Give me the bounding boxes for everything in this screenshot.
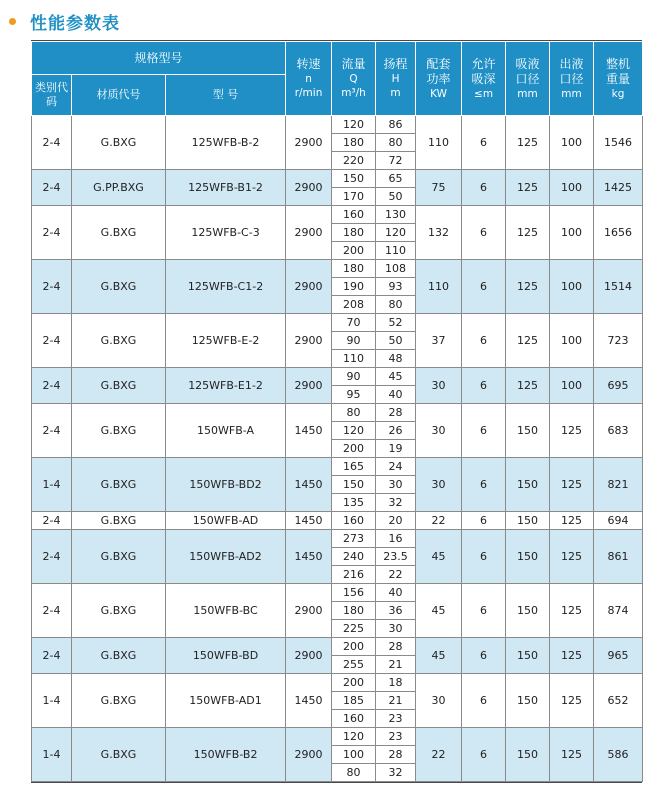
cell-category-code: 2-4	[32, 368, 72, 404]
cell-speed: 1450	[286, 530, 332, 584]
header-flow-unit: m³/h	[341, 87, 366, 99]
cell-outlet: 125	[550, 458, 594, 512]
cell-power: 45	[416, 530, 462, 584]
header-flow-symbol: Q	[349, 73, 358, 85]
table-row	[32, 674, 643, 692]
cell-suction: 6	[462, 638, 506, 674]
cell-power: 30	[416, 368, 462, 404]
cell-speed: 2900	[286, 116, 332, 170]
cell-flow: 180	[332, 602, 376, 620]
cell-flow: 70	[332, 314, 376, 332]
cell-material-code: G.BXG	[72, 314, 166, 368]
cell-category-code: 2-4	[32, 260, 72, 314]
cell-head: 50	[376, 332, 416, 350]
cell-flow: 185	[332, 692, 376, 710]
cell-material-code: G.BXG	[72, 512, 166, 530]
cell-inlet: 150	[506, 728, 550, 782]
cell-speed: 2900	[286, 260, 332, 314]
cell-category-code: 2-4	[32, 170, 72, 206]
cell-flow: 120	[332, 422, 376, 440]
cell-weight: 821	[594, 458, 643, 512]
cell-weight: 874	[594, 584, 643, 638]
cell-flow: 273	[332, 530, 376, 548]
cell-inlet: 150	[506, 674, 550, 728]
cell-outlet: 100	[550, 116, 594, 170]
cell-outlet: 125	[550, 530, 594, 584]
cell-power: 110	[416, 260, 462, 314]
cell-head: 26	[376, 422, 416, 440]
cell-material-code: G.BXG	[72, 116, 166, 170]
header-power-name: 配套	[426, 56, 451, 71]
cell-model: 125WFB-C1-2	[166, 260, 286, 314]
table-row	[32, 584, 643, 602]
cell-flow: 150	[332, 170, 376, 188]
cell-flow: 135	[332, 494, 376, 512]
cell-outlet: 100	[550, 314, 594, 368]
cell-flow: 150	[332, 476, 376, 494]
cell-flow: 80	[332, 764, 376, 782]
cell-suction: 6	[462, 170, 506, 206]
cell-inlet: 125	[506, 116, 550, 170]
cell-inlet: 125	[506, 314, 550, 368]
header-suction	[462, 42, 506, 116]
cell-material-code: G.BXG	[72, 404, 166, 458]
title-row	[9, 8, 120, 34]
cell-outlet: 100	[550, 170, 594, 206]
cell-suction: 6	[462, 368, 506, 404]
cell-category-code: 2-4	[32, 116, 72, 170]
cell-flow: 80	[332, 404, 376, 422]
cell-head: 28	[376, 746, 416, 764]
cell-inlet: 150	[506, 458, 550, 512]
cell-flow: 95	[332, 386, 376, 404]
cell-inlet: 150	[506, 638, 550, 674]
cell-category-code: 2-4	[32, 584, 72, 638]
cell-category-code: 1-4	[32, 458, 72, 512]
cell-head: 28	[376, 404, 416, 422]
cell-material-code: G.BXG	[72, 368, 166, 404]
cell-head: 120	[376, 224, 416, 242]
cell-inlet: 125	[506, 206, 550, 260]
cell-weight: 683	[594, 404, 643, 458]
cell-head: 72	[376, 152, 416, 170]
cell-flow: 216	[332, 566, 376, 584]
cell-category-code: 2-4	[32, 638, 72, 674]
header-inlet-name: 吸液	[515, 56, 540, 71]
table-row	[32, 368, 643, 386]
cell-flow: 200	[332, 638, 376, 656]
cell-inlet: 125	[506, 170, 550, 206]
cell-material-code: G.BXG	[72, 530, 166, 584]
cell-speed: 2900	[286, 584, 332, 638]
table-row	[32, 260, 643, 278]
cell-outlet: 100	[550, 206, 594, 260]
header-head-symbol: H	[391, 73, 400, 85]
cell-head: 80	[376, 134, 416, 152]
cell-flow: 190	[332, 278, 376, 296]
cell-suction: 6	[462, 728, 506, 782]
cell-inlet: 125	[506, 368, 550, 404]
cell-speed: 1450	[286, 512, 332, 530]
cell-weight: 695	[594, 368, 643, 404]
cell-model: 150WFB-AD2	[166, 530, 286, 584]
cell-suction: 6	[462, 314, 506, 368]
cell-head: 32	[376, 494, 416, 512]
cell-power: 22	[416, 728, 462, 782]
cell-material-code: G.BXG	[72, 728, 166, 782]
cell-inlet: 150	[506, 584, 550, 638]
cell-head: 16	[376, 530, 416, 548]
cell-power: 132	[416, 206, 462, 260]
cell-model: 125WFB-B-2	[166, 116, 286, 170]
cell-head: 21	[376, 692, 416, 710]
cell-flow: 200	[332, 440, 376, 458]
cell-head: 30	[376, 620, 416, 638]
cell-flow: 255	[332, 656, 376, 674]
cell-model: 125WFB-B1-2	[166, 170, 286, 206]
header-outlet	[550, 42, 594, 116]
cell-head: 30	[376, 476, 416, 494]
header-outlet-unit: mm	[561, 87, 582, 100]
cell-flow: 225	[332, 620, 376, 638]
cell-weight: 861	[594, 530, 643, 584]
cell-head: 86	[376, 116, 416, 134]
cell-category-code: 2-4	[32, 314, 72, 368]
cell-head: 80	[376, 296, 416, 314]
header-speed-unit: r/min	[294, 87, 323, 99]
header-weight	[594, 42, 643, 116]
cell-flow: 160	[332, 512, 376, 530]
cell-weight: 1514	[594, 260, 643, 314]
cell-flow: 160	[332, 206, 376, 224]
cell-flow: 110	[332, 350, 376, 368]
table-row	[32, 728, 643, 746]
cell-flow: 200	[332, 674, 376, 692]
cell-head: 28	[376, 638, 416, 656]
header-weight-name2: 重量	[606, 71, 631, 86]
cell-category-code: 1-4	[32, 728, 72, 782]
cell-power: 22	[416, 512, 462, 530]
cell-category-code: 1-4	[32, 674, 72, 728]
cell-head: 23.5	[376, 548, 416, 566]
performance-table-container	[31, 40, 642, 783]
cell-head: 40	[376, 386, 416, 404]
cell-suction: 6	[462, 458, 506, 512]
cell-category-code: 2-4	[32, 530, 72, 584]
cell-power: 37	[416, 314, 462, 368]
cell-outlet: 100	[550, 368, 594, 404]
cell-power: 30	[416, 458, 462, 512]
cell-head: 45	[376, 368, 416, 386]
header-spec-group: 规格型号	[32, 42, 286, 75]
header-head-name: 扬程	[383, 57, 408, 71]
page-title: 性能参数表	[30, 13, 120, 34]
cell-outlet: 125	[550, 404, 594, 458]
bullet-dot-icon	[9, 18, 16, 25]
cell-flow: 90	[332, 332, 376, 350]
cell-suction: 6	[462, 206, 506, 260]
cell-category-code: 2-4	[32, 512, 72, 530]
header-power-name2: 功率	[426, 71, 451, 86]
header-suction-unit: ≤m	[474, 87, 494, 100]
cell-flow: 165	[332, 458, 376, 476]
cell-category-code: 2-4	[32, 206, 72, 260]
cell-weight: 586	[594, 728, 643, 782]
header-speed	[286, 42, 332, 116]
performance-table	[31, 41, 643, 782]
cell-head: 23	[376, 728, 416, 746]
table-row	[32, 206, 643, 224]
table-row	[32, 530, 643, 548]
cell-flow: 180	[332, 224, 376, 242]
cell-speed: 1450	[286, 404, 332, 458]
header-suction-name: 允许	[471, 56, 496, 71]
cell-suction: 6	[462, 260, 506, 314]
header-speed-name: 转速	[296, 57, 321, 71]
header-category-code: 类别代码	[32, 75, 72, 116]
cell-outlet: 125	[550, 512, 594, 530]
header-speed-symbol: n	[305, 73, 312, 85]
cell-outlet: 100	[550, 260, 594, 314]
cell-speed: 2900	[286, 638, 332, 674]
table-body	[32, 116, 643, 782]
header-flow	[332, 42, 376, 116]
header-outlet-name2: 口径	[559, 71, 584, 86]
cell-model: 150WFB-BC	[166, 584, 286, 638]
header-inlet-name2: 口径	[515, 71, 540, 86]
cell-speed: 2900	[286, 170, 332, 206]
cell-suction: 6	[462, 530, 506, 584]
header-power-unit: KW	[430, 87, 447, 100]
cell-power: 45	[416, 638, 462, 674]
table-row	[32, 314, 643, 332]
cell-category-code: 2-4	[32, 404, 72, 458]
cell-material-code: G.BXG	[72, 638, 166, 674]
cell-inlet: 150	[506, 512, 550, 530]
cell-power: 110	[416, 116, 462, 170]
cell-model: 125WFB-E-2	[166, 314, 286, 368]
cell-model: 150WFB-AD1	[166, 674, 286, 728]
cell-flow: 180	[332, 260, 376, 278]
cell-suction: 6	[462, 512, 506, 530]
header-flow-name: 流量	[341, 57, 366, 71]
cell-flow: 170	[332, 188, 376, 206]
cell-flow: 208	[332, 296, 376, 314]
cell-flow: 156	[332, 584, 376, 602]
cell-head: 36	[376, 602, 416, 620]
cell-suction: 6	[462, 116, 506, 170]
cell-head: 110	[376, 242, 416, 260]
cell-material-code: G.BXG	[72, 458, 166, 512]
cell-material-code: G.BXG	[72, 206, 166, 260]
cell-flow: 220	[332, 152, 376, 170]
cell-speed: 2900	[286, 728, 332, 782]
cell-weight: 723	[594, 314, 643, 368]
table-row	[32, 116, 643, 134]
cell-weight: 965	[594, 638, 643, 674]
header-head	[376, 42, 416, 116]
cell-flow: 120	[332, 728, 376, 746]
cell-weight: 652	[594, 674, 643, 728]
cell-head: 32	[376, 764, 416, 782]
cell-material-code: G.PP.BXG	[72, 170, 166, 206]
cell-head: 52	[376, 314, 416, 332]
cell-flow: 240	[332, 548, 376, 566]
cell-suction: 6	[462, 404, 506, 458]
cell-flow: 90	[332, 368, 376, 386]
cell-model: 125WFB-E1-2	[166, 368, 286, 404]
table-row	[32, 458, 643, 476]
cell-inlet: 125	[506, 260, 550, 314]
cell-model: 150WFB-A	[166, 404, 286, 458]
cell-flow: 180	[332, 134, 376, 152]
cell-head: 130	[376, 206, 416, 224]
cell-outlet: 125	[550, 674, 594, 728]
table-row	[32, 170, 643, 188]
header-head-unit: m	[390, 87, 401, 99]
header-inlet-unit: mm	[517, 87, 538, 100]
cell-flow: 200	[332, 242, 376, 260]
cell-head: 40	[376, 584, 416, 602]
cell-power: 45	[416, 584, 462, 638]
header-weight-name: 整机	[606, 56, 631, 71]
header-weight-unit: kg	[611, 87, 625, 100]
cell-head: 23	[376, 710, 416, 728]
cell-head: 50	[376, 188, 416, 206]
cell-power: 75	[416, 170, 462, 206]
cell-head: 18	[376, 674, 416, 692]
cell-power: 30	[416, 674, 462, 728]
header-model: 型 号	[166, 75, 286, 116]
cell-suction: 6	[462, 674, 506, 728]
cell-model: 125WFB-C-3	[166, 206, 286, 260]
cell-speed: 2900	[286, 314, 332, 368]
header-material-code: 材质代号	[72, 75, 166, 116]
cell-head: 108	[376, 260, 416, 278]
cell-outlet: 125	[550, 584, 594, 638]
cell-flow: 100	[332, 746, 376, 764]
cell-speed: 2900	[286, 368, 332, 404]
cell-inlet: 150	[506, 530, 550, 584]
cell-speed: 1450	[286, 458, 332, 512]
cell-outlet: 125	[550, 638, 594, 674]
cell-head: 48	[376, 350, 416, 368]
cell-inlet: 150	[506, 404, 550, 458]
cell-speed: 2900	[286, 206, 332, 260]
cell-speed: 1450	[286, 674, 332, 728]
cell-model: 150WFB-B2	[166, 728, 286, 782]
cell-head: 19	[376, 440, 416, 458]
cell-head: 93	[376, 278, 416, 296]
cell-model: 150WFB-AD	[166, 512, 286, 530]
cell-head: 24	[376, 458, 416, 476]
cell-model: 150WFB-BD2	[166, 458, 286, 512]
cell-weight: 1656	[594, 206, 643, 260]
cell-model: 150WFB-BD	[166, 638, 286, 674]
cell-weight: 1546	[594, 116, 643, 170]
cell-flow: 160	[332, 710, 376, 728]
cell-head: 65	[376, 170, 416, 188]
cell-material-code: G.BXG	[72, 674, 166, 728]
cell-weight: 694	[594, 512, 643, 530]
table-row	[32, 512, 643, 530]
header-inlet	[506, 42, 550, 116]
header-power	[416, 42, 462, 116]
cell-material-code: G.BXG	[72, 260, 166, 314]
header-outlet-name: 出液	[559, 56, 584, 71]
cell-head: 20	[376, 512, 416, 530]
cell-material-code: G.BXG	[72, 584, 166, 638]
cell-weight: 1425	[594, 170, 643, 206]
cell-head: 21	[376, 656, 416, 674]
cell-flow: 120	[332, 116, 376, 134]
header-suction-name2: 吸深	[471, 71, 496, 86]
cell-outlet: 125	[550, 728, 594, 782]
cell-suction: 6	[462, 584, 506, 638]
cell-power: 30	[416, 404, 462, 458]
table-row	[32, 638, 643, 656]
cell-head: 22	[376, 566, 416, 584]
table-row	[32, 404, 643, 422]
